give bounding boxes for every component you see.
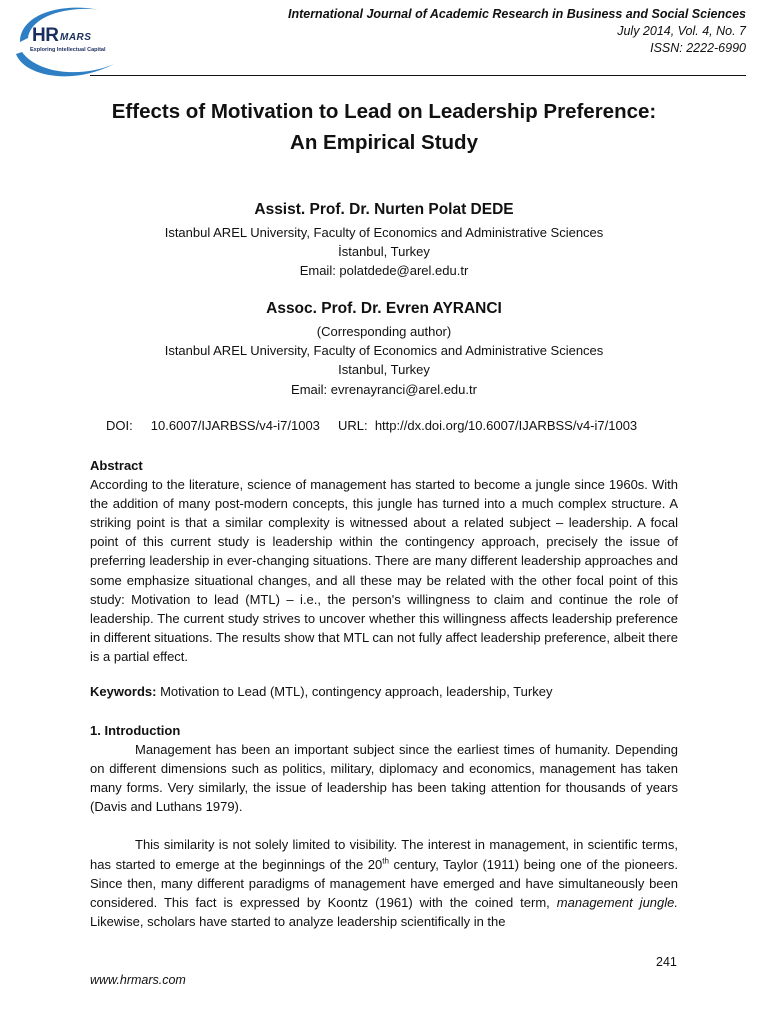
intro-p2-part-a: This similarity is not solely limited to visibility. The interest in management, in scientific terms, has started to emerge at the beginnings of the 20: [90, 837, 678, 872]
doi-value: 10.6007/IJARBSS/v4-i7/1003: [150, 418, 320, 433]
author-location: İstanbul, Turkey: [338, 244, 430, 260]
intro-p2-part-c: Likewise, scholars have started to analyze leadership scientifically in the: [90, 913, 506, 929]
journal-name: International Journal of Academic Research in Business and Social Sciences: [287, 7, 746, 21]
logo-suffix-text: MARS: [60, 32, 92, 43]
header-rule: [90, 75, 746, 76]
author-email: Email: evrenayranci@arel.edu.tr: [291, 381, 477, 397]
url-label: URL:: [337, 418, 368, 433]
author-affiliation: Istanbul AREL University, Faculty of Economics and Administrative Sciences: [164, 225, 604, 240]
keywords-text: Motivation to Lead (MTL), contingency approach, leadership, Turkey: [160, 684, 553, 699]
intro-p2-part-b: century, Taylor (1911) being one of the pioneers. Since then, many different paradigms of management have emerged and have simultaneously been considered. This fact is expressed by Koontz (1961) with the coined term,: [90, 856, 678, 910]
superscript-th: th: [382, 856, 389, 866]
intro-paragraph-1: Management has been an important subject since the earliest times of humanity. Depending on different dimensions such as politics, military, diplomacy and economics, management has taken many forms. Very similarly, the issue of leadership has been taking attention for thousands of years (Davis and Luthans 1979).: [90, 742, 678, 815]
introduction-heading: 1. Introduction: [90, 723, 181, 738]
author-name: Assist. Prof. Dr. Nurten Polat DEDE: [254, 201, 514, 218]
url-value: http://dx.doi.org/10.6007/IJARBSS/v4-i7/1003: [374, 418, 638, 433]
doi-line: [106, 418, 637, 433]
intro-p2-emphasis: management jungle.: [556, 894, 678, 910]
doi-label: DOI:: [106, 418, 133, 433]
author-block-1: [60, 197, 708, 281]
author-email: Email: polatdede@arel.edu.tr: [299, 263, 469, 279]
intro-paragraph-2: [90, 835, 678, 930]
logo-main-text: HR: [32, 25, 59, 46]
author-note: (Corresponding author): [316, 324, 452, 339]
author-location: Istanbul, Turkey: [338, 362, 430, 378]
page-number: 241: [656, 955, 677, 969]
author-affiliation: Istanbul AREL University, Faculty of Economics and Administrative Sciences: [164, 343, 604, 359]
abstract-section: [90, 456, 678, 666]
journal-header: [288, 6, 746, 57]
keywords-label: Keywords:: [90, 684, 157, 699]
introduction-section: [90, 721, 678, 931]
logo-tagline: Exploring Intellectual Capital: [30, 47, 106, 53]
author-block-2: [60, 296, 708, 399]
title-line-1: Effects of Motivation to Lead on Leadership Preference:: [111, 100, 657, 123]
journal-issn: ISSN: 2222-6990: [650, 41, 746, 55]
footer-website-link[interactable]: www.hrmars.com: [90, 973, 186, 987]
title-line-2: An Empirical Study: [290, 131, 478, 154]
author-name: Assoc. Prof. Dr. Evren AYRANCI: [266, 300, 502, 317]
abstract-text: According to the literature, science of management has started to become a jungle since 1960s. With the addition of many post-modern concepts, this jungle has turned into a much complex structure. A striking point is that a similar complexity is witnessed about a related subject – leadership. A focal point of this current study is leadership within the contingency approach, precisely the issue of preferring leadership in ever-changing situations. There are many different leadership approaches and some emphasize situational changes, and all these may be related with the other focal point of this study: Motivation to lead (MTL) – i.e., the person's willingness to claim and continue the role of leadership. The current study strives to uncover whether this willingness affects leadership preference in different situations. The results show that MTL can not fully affect leadership preference, albeit there is a partial effect.: [90, 477, 678, 664]
keywords-section: [90, 682, 678, 701]
journal-issue: July 2014, Vol. 4, No. 7: [617, 24, 746, 38]
abstract-heading: Abstract: [90, 458, 143, 473]
paper-title: [40, 96, 728, 158]
hrmars-logo: [2, 2, 127, 80]
